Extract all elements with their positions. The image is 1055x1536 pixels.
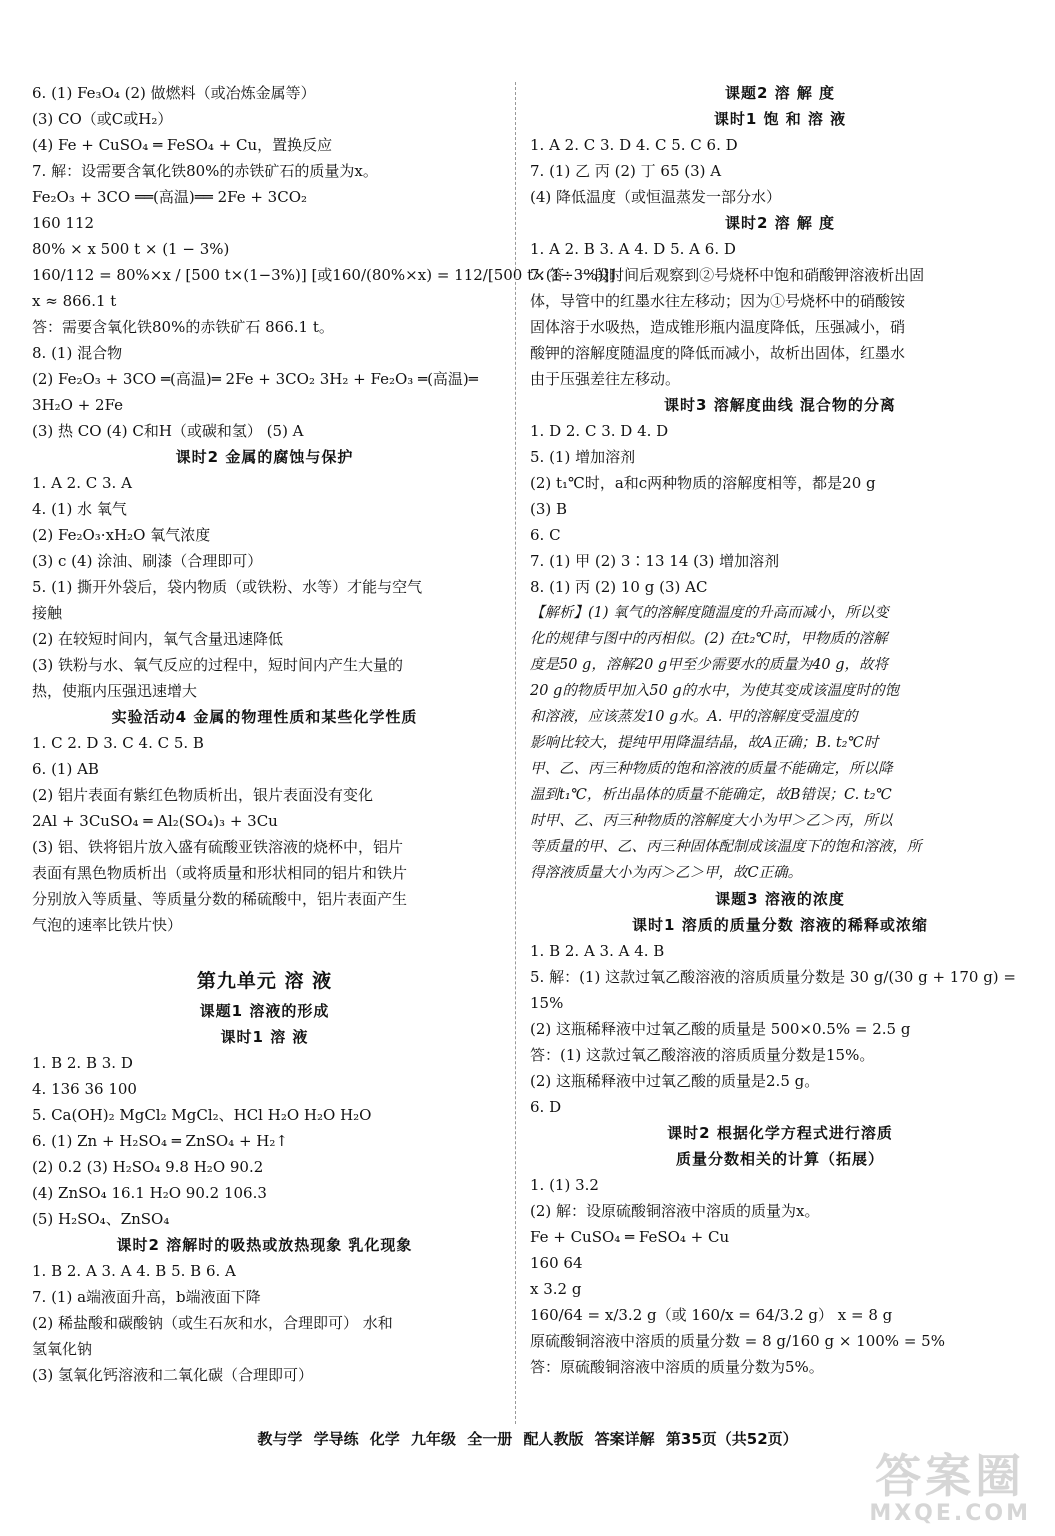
answer-line: 5. (1) 撕开外袋后，袋内物质（或铁粉、水等）才能与空气 (32, 578, 423, 596)
answer-line: 1. D 2. C 3. D 4. D (530, 422, 669, 440)
answer-line: Fe₂O₃ + 3CO ══(高温)══ 2Fe + 3CO₂ (32, 188, 308, 206)
answer-line: 6. (1) Fe₃O₄ (2) 做燃料（或冶炼金属等） (32, 84, 316, 102)
section-heading: 课时1 溶 液 (220, 1028, 309, 1046)
answer-line: 4. 136 36 100 (32, 1080, 137, 1098)
answer-line: 7. (1) 甲 (2) 3∶13 14 (3) 增加溶剂 (530, 552, 780, 570)
answer-line: 80% × x 500 t × (1 − 3%) (32, 240, 230, 258)
answer-line: 氢氧化钠 (32, 1340, 93, 1358)
answer-line: 甲、乙、丙三种物质的饱和溶液的质量不能确定，所以降 (530, 761, 893, 777)
answer-line: (3) 热 CO (4) C和H（或碳和氢） (5) A (32, 422, 304, 440)
answer-line: (2) 0.2 (3) H₂SO₄ 9.8 H₂O 90.2 (32, 1158, 264, 1176)
answer-line: 6. D (530, 1098, 562, 1116)
answer-line: 6. C (530, 526, 561, 544)
answer-line: x 3.2 g (530, 1280, 582, 1298)
answer-line: 160/64 = x/3.2 g（或 160/x = 64/3.2 g） x = 8 g (530, 1306, 893, 1324)
answer-line: 1. A 2. C 3. D 4. C 5. C 6. D (530, 136, 738, 154)
answer-line: 5. 解：(1) 这款过氧乙酸溶液的溶质质量分数是 30 g/(30 g + 170 g) = (530, 968, 1016, 986)
answer-line: (3) c (4) 涂油、刷漆（合理即可） (32, 552, 263, 570)
answer-line: 影响比较大，提纯甲用降温结晶，故A正确；B. t₂℃时 (530, 735, 879, 751)
answer-line: (2) 稀盐酸和碳酸钠（或生石灰和水，合理即可） 水和 (32, 1314, 393, 1332)
answer-line: 1. (1) 3.2 (530, 1176, 599, 1194)
answer-line: 和溶液，应该蒸发10 g水。A. 甲的溶解度受温度的 (530, 709, 858, 725)
answer-line: (4) Fe + CuSO₄ ═ FeSO₄ + Cu，置换反应 (32, 136, 333, 154)
section-heading: 课时1 饱 和 溶 液 (713, 110, 847, 128)
answer-line: 由于压强差往左移动。 (530, 370, 681, 388)
answer-line: 时甲、乙、丙三种物质的溶解度大小为甲＞乙＞丙，所以 (530, 813, 893, 829)
answer-line: 化的规律与图中的丙相似。(2) 在t₂℃时，甲物质的溶解 (530, 631, 888, 647)
answer-line: 1. A 2. B 3. A 4. D 5. A 6. D (530, 240, 736, 258)
answer-line: (5) H₂SO₄、ZnSO₄ (32, 1210, 170, 1228)
answer-line: 度是50 g，溶解20 g甲至少需要水的质量为40 g，故将 (530, 657, 889, 673)
answer-line: 5. Ca(OH)₂ MgCl₂ MgCl₂、HCl H₂O H₂O H₂O (32, 1106, 372, 1124)
answer-line: 3H₂O + 2Fe (32, 396, 124, 414)
section-heading: 质量分数相关的计算（拓展） (675, 1150, 884, 1168)
answer-line: (2) 铝片表面有紫红色物质析出，银片表面没有变化 (32, 786, 374, 804)
answer-line: 160/112 = 80%×x / [500 t×(1−3%)] [或160/(80%×x) = 112/[500 t×(1−3%)]] (32, 266, 616, 284)
answer-line: 1. B 2. A 3. A 4. B (530, 942, 665, 960)
answer-line: 气泡的速率比铁片快） (32, 916, 183, 934)
answer-line: 160 64 (530, 1254, 583, 1272)
section-heading: 课题2 溶 解 度 (724, 84, 836, 102)
answer-line: 20 g的物质甲加入50 g的水中，为使其变成该温度时的饱 (530, 683, 900, 699)
answer-line: (4) ZnSO₄ 16.1 H₂O 90.2 106.3 (32, 1184, 267, 1202)
answer-line: 温到t₁℃，析出晶体的质量不能确定，故B错误；C. t₂℃ (530, 787, 892, 803)
answer-line: 5. (1) 增加溶剂 (530, 448, 636, 466)
answer-line: (3) 铝、铁将铝片放入盛有硫酸亚铁溶液的烧杯中，铝片 (32, 838, 404, 856)
answer-line: 6. (1) AB (32, 760, 99, 778)
section-heading: 课时1 溶质的质量分数 溶液的稀释或浓缩 (632, 916, 928, 934)
answer-line: 8. (1) 丙 (2) 10 g (3) AC (530, 578, 708, 596)
section-heading: 实验活动4 金属的物理性质和某些化学性质 (111, 708, 418, 726)
watermark-logo (869, 1451, 1031, 1526)
answer-line: 酸钾的溶解度随温度的降低而减小，故析出固体，红墨水 (530, 344, 906, 362)
answer-line: 7. 解：设需要含氧化铁80%的赤铁矿石的质量为x。 (32, 162, 378, 180)
watermark-url: MXQE.COM (869, 1501, 1031, 1526)
answer-line: 答：需要含氧化铁80%的赤铁矿石 866.1 t。 (32, 318, 334, 336)
section-heading: 课时2 根据化学方程式进行溶质 (667, 1124, 893, 1142)
answer-line: x ≈ 866.1 t (32, 292, 117, 310)
section-heading: 课时3 溶解度曲线 混合物的分离 (664, 396, 896, 414)
answer-line: 1. A 2. C 3. A (32, 474, 132, 492)
answer-line: 8. (1) 混合物 (32, 344, 123, 362)
answer-line: 接触 (32, 604, 63, 622)
answer-line: 体，导管中的红墨水往左移动；因为①号烧杯中的硝酸铵 (530, 292, 906, 310)
answer-line: 分别放入等质量、等质量分数的稀硫酸中，铝片表面产生 (32, 890, 408, 908)
answer-line: 6. (1) Zn + H₂SO₄ ═ ZnSO₄ + H₂↑ (32, 1132, 288, 1150)
right-column (530, 80, 1030, 1380)
answer-line: 4. (1) 水 氧气 (32, 500, 127, 518)
page-footer: 教与学 学导练 化学 九年级 全一册 配人教版 答案详解 第35页（共52页） (257, 1430, 798, 1448)
watermark-text: 答案圈 (875, 1449, 1026, 1503)
section-heading: 课题1 溶液的形成 (199, 1002, 330, 1020)
answer-line: 原硫酸铜溶液中溶质的质量分数 = 8 g/160 g × 100% = 5% (530, 1332, 945, 1350)
answer-line: 160 112 (32, 214, 95, 232)
answer-line: (2) t₁℃时，a和c两种物质的溶解度相等，都是20 g (530, 474, 876, 492)
answer-line: 7. (1) a端液面升高，b端液面下降 (32, 1288, 261, 1306)
answer-line: 等质量的甲、乙、丙三种固体配制成该温度下的饱和溶液，所 (530, 839, 922, 855)
answer-line: (2) 解：设原硫酸铜溶液中溶质的质量为x。 (530, 1202, 820, 1220)
answer-line: (3) B (530, 500, 568, 518)
answer-line: (3) 氢氧化钙溶液和二氧化碳（合理即可） (32, 1366, 314, 1384)
answer-line: 7. (1) 乙 丙 (2) 丁 65 (3) A (530, 162, 722, 180)
answer-line: 答：(1) 这款过氧乙酸溶液的溶质质量分数是15%。 (530, 1046, 875, 1064)
section-heading: 课时2 溶 解 度 (724, 214, 836, 232)
answer-line (32, 938, 497, 964)
answer-line: 答：原硫酸铜溶液中溶质的质量分数为5%。 (530, 1358, 824, 1376)
answer-line: 固体溶于水吸热，造成锥形瓶内温度降低，压强减小，硝 (530, 318, 906, 336)
answer-line: 15% (530, 994, 564, 1012)
answer-line: 7. 答：一段时间后观察到②号烧杯中饱和硝酸钾溶液析出固 (530, 266, 925, 284)
answer-line: 1. B 2. A 3. A 4. B 5. B 6. A (32, 1262, 236, 1280)
answer-line: 2Al + 3CuSO₄ ═ Al₂(SO₄)₃ + 3Cu (32, 812, 278, 830)
section-heading: 课时2 金属的腐蚀与保护 (175, 448, 354, 466)
answer-line: Fe + CuSO₄ ═ FeSO₄ + Cu (530, 1228, 730, 1246)
answer-line: (3) 铁粉与水、氧气反应的过程中，短时间内产生大量的 (32, 656, 404, 674)
answer-line: 1. C 2. D 3. C 4. C 5. B (32, 734, 204, 752)
answer-line: 1. B 2. B 3. D (32, 1054, 133, 1072)
answer-line: (2) 这瓶稀释液中过氧乙酸的质量是 500×0.5% = 2.5 g (530, 1020, 911, 1038)
answer-line: 【解析】(1) 氧气的溶解度随温度的升高而减小，所以变 (530, 605, 889, 621)
answer-line: (2) Fe₂O₃·xH₂O 氧气浓度 (32, 526, 211, 544)
answer-line: 热，使瓶内压强迅速增大 (32, 682, 198, 700)
answer-line: 表面有黑色物质析出（或将质量和形状相同的铝片和铁片 (32, 864, 408, 882)
answer-line: (3) CO（或C或H₂） (32, 110, 173, 128)
section-heading: 第九单元 溶 液 (196, 970, 333, 992)
section-heading: 课题3 溶液的浓度 (715, 890, 845, 908)
answer-line: (4) 降低温度（或恒温蒸发一部分水） (530, 188, 782, 206)
column-divider (515, 82, 517, 1424)
answer-line: (2) 在较短时间内，氧气含量迅速降低 (32, 630, 284, 648)
answer-line: (2) 这瓶稀释液中过氧乙酸的质量是2.5 g。 (530, 1072, 820, 1090)
section-heading: 课时2 溶解时的吸热或放热现象 乳化现象 (116, 1236, 413, 1254)
answer-line: 得溶液质量大小为丙＞乙＞甲，故C正确。 (530, 865, 803, 881)
answer-line: (2) Fe₂O₃ + 3CO ═(高温)═ 2Fe + 3CO₂ 3H₂ + Fe₂O₃ ═(高温)═ (32, 370, 478, 388)
